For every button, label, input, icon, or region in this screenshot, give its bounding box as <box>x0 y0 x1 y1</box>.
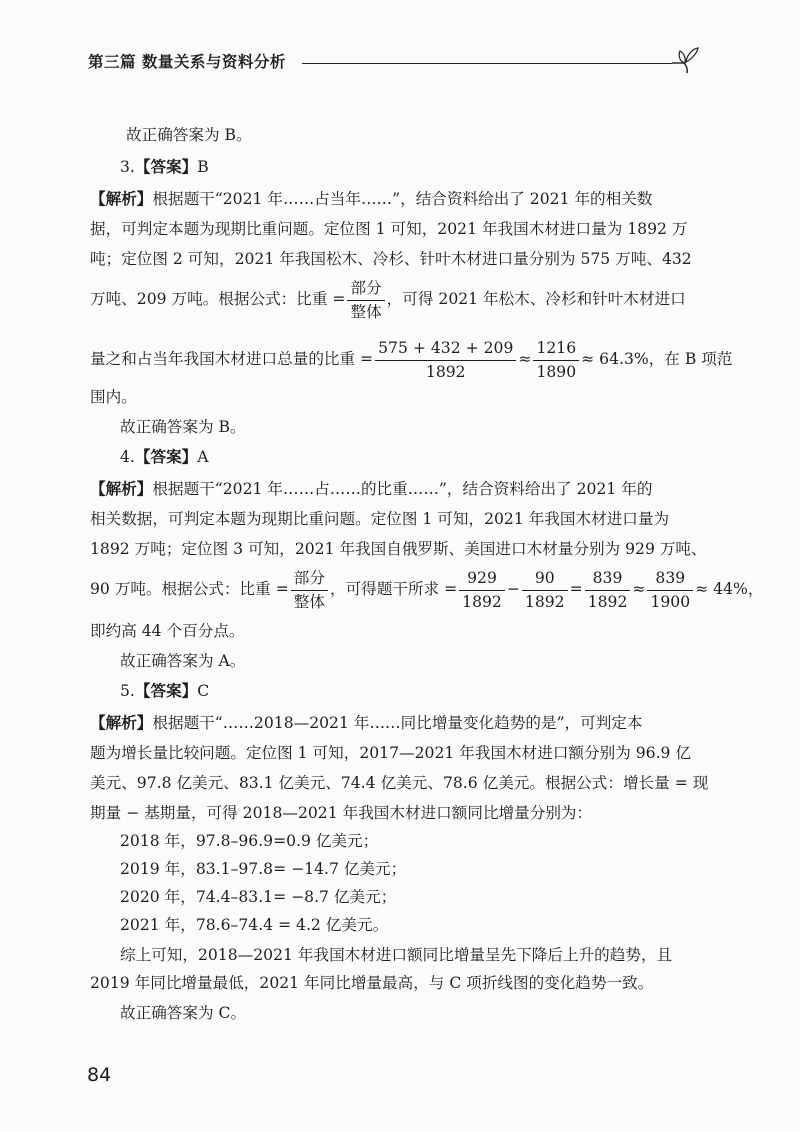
formula-result: ≈ 64.3%，在 B 项范 <box>581 350 733 368</box>
fraction-denominator: 1890 <box>536 362 577 381</box>
formula-lead: 90 万吨。根据公式：比重 = <box>90 580 289 598</box>
fraction-denominator: 1892 <box>587 592 628 611</box>
fraction-numerator: 1216 <box>533 338 579 361</box>
minus-sign: − <box>506 580 520 598</box>
analysis-q5-line1 <box>90 712 643 734</box>
analysis-q4-line1 <box>90 478 652 500</box>
fraction-numerator: 929 <box>459 568 505 591</box>
analysis-q4-line2: 相关数据，可判定本题为现期比重问题。定位图 1 可知，2021 年我国木材进口量为 <box>90 510 670 528</box>
fraction-denominator: 1900 <box>650 592 691 611</box>
analysis-q5-line3: 美元、97.8 亿美元、83.1 亿美元、74.4 亿美元、78.6 亿美元。根据公式：增长量 = 现 <box>90 774 709 792</box>
ratio-fraction <box>347 278 384 323</box>
increment-2020: 2020 年，74.4–83.1= −8.7 亿美元； <box>120 888 397 906</box>
usa-fraction <box>522 568 568 613</box>
page-number: 84 <box>87 1064 112 1086</box>
conclusion-q4: 故正确答案为 A。 <box>120 652 246 670</box>
fraction-numerator: 839 <box>585 568 631 591</box>
summary-line1: 综上可知，2018—2021 年我国木材进口额同比增量呈先下降后上升的趋势，且 <box>120 946 673 964</box>
increment-2019: 2019 年，83.1–97.8= −14.7 亿美元； <box>120 860 407 878</box>
analysis-q4-line3: 1892 万吨；定位图 3 可知，2021 年我国自俄罗斯、美国进口木材量分别为 929 万吨、 <box>90 540 707 558</box>
formula-result: ≈ 44%， <box>695 580 764 598</box>
answer-value: A <box>197 448 209 466</box>
formula-mid: ，可得题干所求 = <box>329 580 458 598</box>
header-title: 第三篇 数量关系与资料分析 <box>88 53 286 71</box>
russia-fraction <box>459 568 505 613</box>
question-number: 3. <box>120 158 135 176</box>
analysis-text: 根据题干“……2018—2021 年……同比增量变化趋势的是”，可判定本 <box>152 714 643 732</box>
ratio-fraction <box>291 568 328 613</box>
conclusion-q3: 故正确答案为 B。 <box>120 418 246 436</box>
answer-q4 <box>120 446 209 468</box>
sprout-icon <box>670 44 702 74</box>
answer-tag: 【答案】 <box>134 158 198 176</box>
analysis-q4-line4 <box>90 566 763 613</box>
analysis-tag: 【解析】 <box>90 480 153 498</box>
conclusion-q5: 故正确答案为 C。 <box>120 1004 247 1022</box>
formula-lead: 量之和占当年我国木材进口总量的比重 = <box>90 350 374 368</box>
answer-q5 <box>120 680 209 702</box>
question-number: 5. <box>120 682 135 700</box>
approx-fraction <box>533 338 579 383</box>
approx-fraction <box>647 568 693 613</box>
fraction-denominator: 1892 <box>524 592 565 611</box>
analysis-q5-line4: 期量 − 基期量，可得 2018—2021 年我国木材进口额同比增量分别为： <box>90 804 593 822</box>
analysis-q3-line2: 据，可判定本题为现期比重问题。定位图 1 可知，2021 年我国木材进口量为 1892 万 <box>90 220 688 238</box>
answer-tag: 【答案】 <box>134 682 198 700</box>
analysis-q5-line2: 题为增长量比较问题。定位图 1 可知，2017—2021 年我国木材进口额分别为 96.9 亿 <box>90 744 692 762</box>
analysis-text: 根据题干“2021 年……占当年……”，结合资料给出了 2021 年的相关数 <box>152 190 653 208</box>
approx-sign: ≈ <box>518 350 532 368</box>
fraction-denominator: 1892 <box>462 592 502 611</box>
analysis-tag: 【解析】 <box>90 190 153 208</box>
increment-2018: 2018 年，97.8–96.9=0.9 亿美元； <box>120 832 379 850</box>
fraction-numerator: 90 <box>522 568 568 591</box>
analysis-text: 根据题干“2021 年……占……的比重……”，结合资料给出了 2021 年的 <box>152 480 653 498</box>
fraction-numerator: 575 + 432 + 209 <box>375 338 516 361</box>
fraction-denominator: 整体 <box>350 302 382 321</box>
fraction-numerator: 部分 <box>291 568 328 591</box>
equals-sign: = <box>569 580 583 598</box>
analysis-q3-line5 <box>90 336 732 383</box>
analysis-tag: 【解析】 <box>90 714 153 732</box>
approx-sign: ≈ <box>632 580 646 598</box>
answer-q3 <box>120 156 209 178</box>
question-number: 4. <box>120 448 135 466</box>
fraction-numerator: 部分 <box>347 278 384 301</box>
analysis-q3-line4 <box>90 276 686 323</box>
fraction-denominator: 1892 <box>425 362 466 381</box>
answer-value: C <box>197 682 210 700</box>
conclusion-q2: 故正确答案为 B。 <box>126 126 252 144</box>
analysis-q4-line5: 即约高 44 个百分点。 <box>90 622 245 640</box>
answer-tag: 【答案】 <box>134 448 198 466</box>
difference-fraction <box>585 568 631 613</box>
analysis-q3-line3: 吨；定位图 2 可知，2021 年我国松木、冷杉、针叶木材进口量分别为 575 万吨、432 <box>90 250 692 268</box>
analysis-q3-line6: 围内。 <box>90 388 137 406</box>
summary-line2: 2019 年同比增量最低，2021 年同比增量最高，与 C 项折线图的变化趋势一致。 <box>90 974 654 992</box>
running-header <box>88 44 708 74</box>
increment-2021: 2021 年，78.6–74.4 = 4.2 亿美元。 <box>120 916 389 934</box>
formula-lead: 万吨、209 万吨。根据公式：比重 = <box>90 290 346 308</box>
fraction-denominator: 整体 <box>293 592 325 611</box>
analysis-q3-line1 <box>90 188 652 210</box>
header-rule <box>302 63 672 64</box>
answer-value: B <box>197 158 209 176</box>
sum-fraction <box>375 338 516 383</box>
formula-tail: ，可得 2021 年松木、冷杉和针叶木材进口 <box>386 290 686 308</box>
fraction-numerator: 839 <box>647 568 693 591</box>
